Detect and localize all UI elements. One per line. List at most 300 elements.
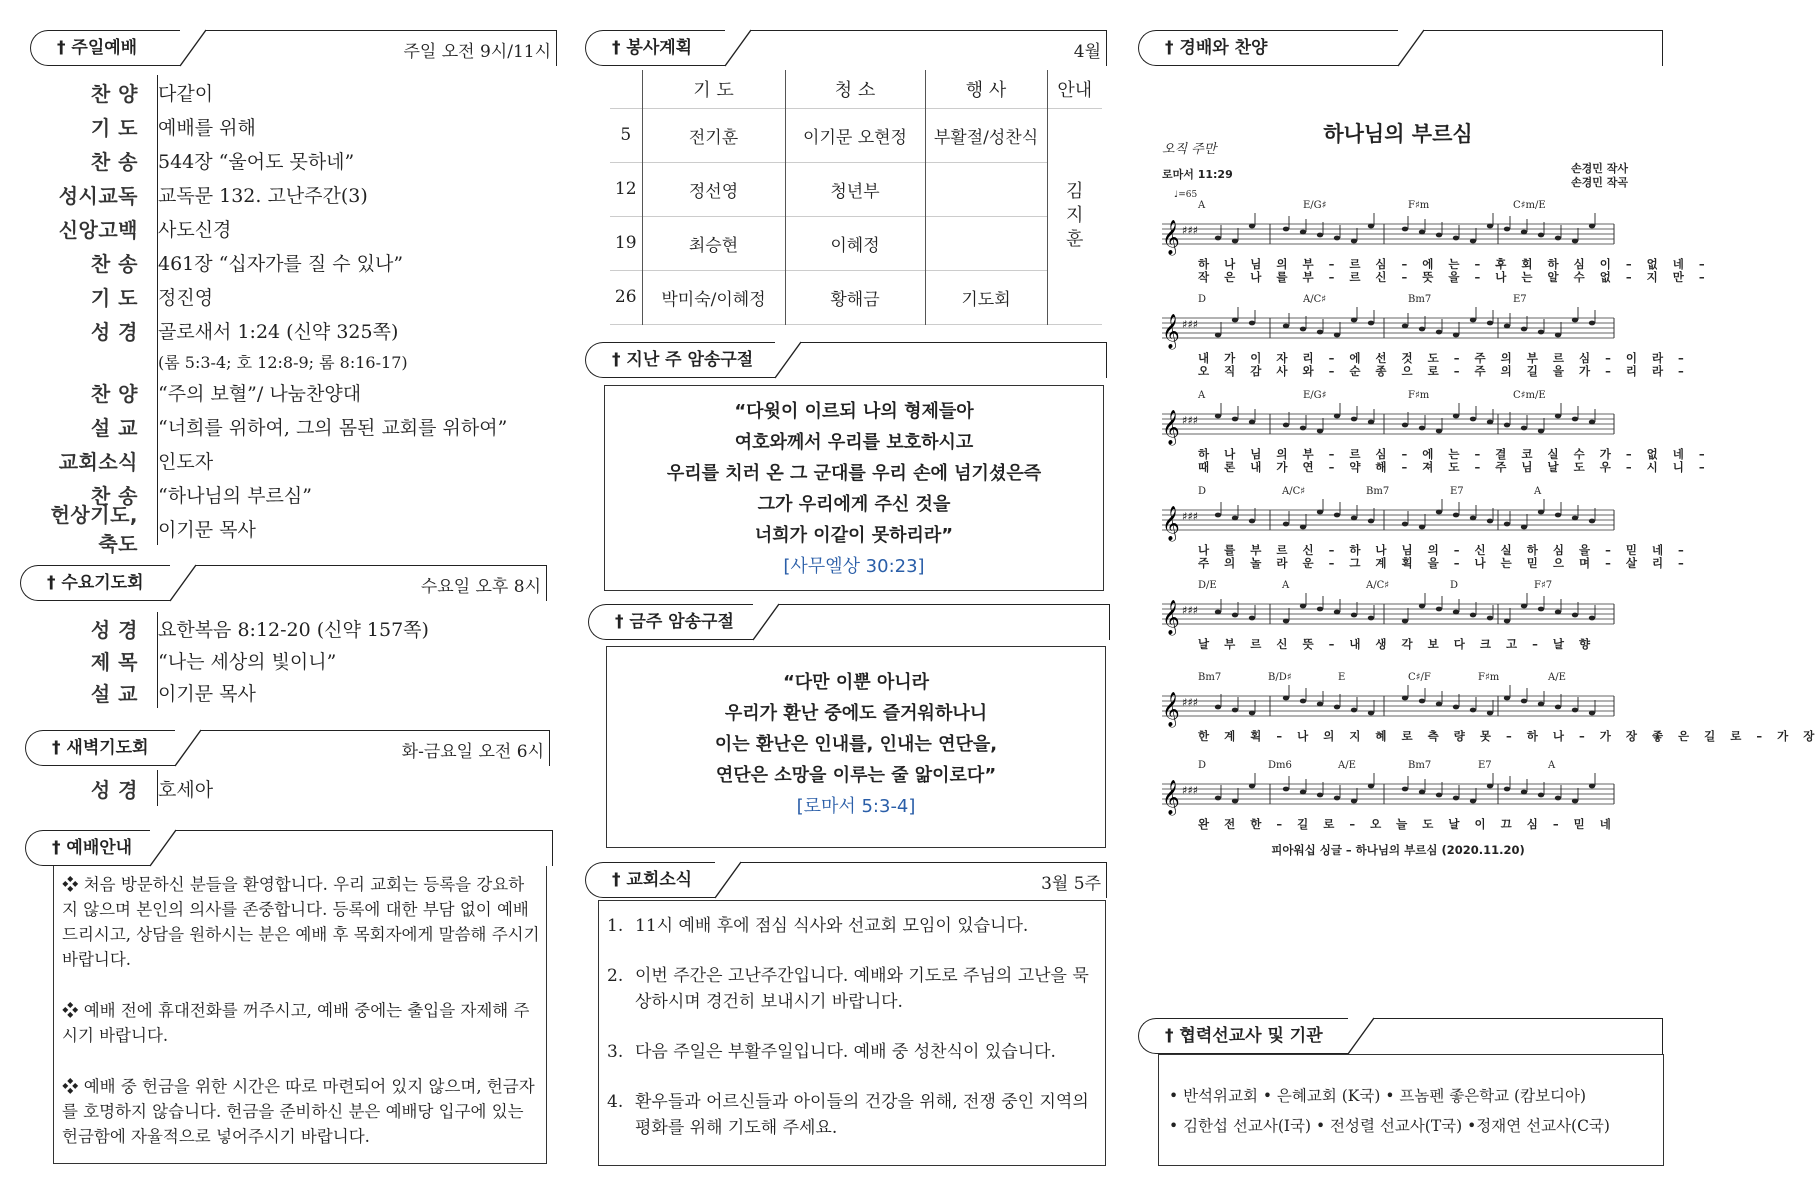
- order-value: 다같이: [158, 82, 214, 105]
- chord-symbol: F♯7: [1534, 580, 1553, 591]
- note-head: [1317, 330, 1323, 335]
- order-value: 정진영: [158, 286, 214, 309]
- note-head: [1487, 519, 1493, 524]
- this-verse-box: [606, 646, 1106, 848]
- chord-symbol: D: [1198, 760, 1207, 771]
- sunday-title: † 주일예배: [30, 30, 180, 66]
- note-head: [1589, 420, 1595, 425]
- note-head: [1317, 233, 1323, 238]
- service-prayer: 정선영: [642, 162, 785, 216]
- note-head: [1334, 414, 1340, 419]
- news-week: 3월 5주: [1041, 874, 1101, 894]
- chord-symbol: Bm7: [1366, 486, 1390, 497]
- note-head: [1249, 420, 1255, 425]
- service-event: 기도회: [925, 270, 1047, 324]
- note-head: [1521, 230, 1527, 235]
- chord-symbol: Bm7: [1408, 294, 1432, 305]
- song-title: 하나님의 부르심: [1323, 122, 1473, 146]
- service-guide-cell: [1047, 108, 1102, 324]
- worship-title: † 경배와 찬양: [1138, 30, 1398, 66]
- note-head: [1521, 525, 1527, 530]
- verse-reference: [사무엘상 30:23]: [783, 556, 925, 577]
- chord-symbol: E7: [1450, 486, 1464, 497]
- note-head: [1232, 417, 1238, 422]
- note-head: [1470, 239, 1476, 244]
- note-head: [1487, 224, 1493, 229]
- note-head: [1521, 327, 1527, 332]
- note-head: [1572, 417, 1578, 422]
- note-head: [1402, 423, 1408, 428]
- wednesday-time: 수요일 오후 8시: [420, 577, 541, 597]
- order-value: “하나님의 부르심”: [158, 484, 312, 507]
- note-head: [1300, 426, 1306, 431]
- note-head: [1283, 696, 1289, 701]
- news-item: [607, 1089, 1097, 1141]
- chord-symbol: C♯m/E: [1513, 200, 1546, 211]
- news-item: [607, 1039, 1097, 1065]
- note-head: [1249, 321, 1255, 326]
- chord-symbol: A: [1282, 580, 1290, 591]
- note-head: [1368, 711, 1374, 716]
- lyric-line: 주 의 놀 라 운 – 그 계 획 을 – 나 는 믿 으 며 – 살 리 –: [1198, 556, 1690, 570]
- order-value: 이기문 목사: [158, 682, 256, 705]
- lyric-line: 나 를 부 르 신 – 하 나 님 의 – 신 실 하 심 을 – 믿 네 –: [1198, 543, 1690, 557]
- note-head: [1436, 793, 1442, 798]
- note-head: [1572, 708, 1578, 713]
- note-head: [1402, 619, 1408, 624]
- verse-line: “다만 이뿐 아니라: [782, 672, 930, 693]
- service-col-header: 기 도: [642, 70, 785, 108]
- this-verse-title: † 금주 암송구절: [588, 604, 753, 640]
- note-head: [1402, 696, 1408, 701]
- treble-clef-icon: 𝄞: [1162, 314, 1180, 349]
- note-head: [1589, 519, 1595, 524]
- verse-line: 여호와께서 우리를 보호하시고: [734, 432, 974, 453]
- staff-row: [1158, 294, 1690, 380]
- wednesday-title: † 수요기도회: [20, 565, 170, 601]
- order-label: 찬 양: [90, 81, 138, 106]
- sunday-order: [30, 75, 550, 556]
- dawn-time: 화-금요일 오전 6시: [401, 742, 544, 762]
- last-verse-header: [585, 342, 1107, 378]
- guide-paragraph: ❖ 처음 방문하신 분들을 환영합니다. 우리 교회는 등록을 강요하지 않으며 본인의 의사를 존중합니다. 등록에 대한 부담 없이 예배드리시고, 상담을 원하시는 분은 예배 후 목회자에게 말씀해 주시기 바랍니다.: [62, 875, 540, 969]
- note-head: [1487, 321, 1493, 326]
- staff: [1158, 214, 1618, 254]
- note-head: [1419, 426, 1425, 431]
- staff-row: [1158, 760, 1618, 846]
- news-box: [598, 900, 1106, 1166]
- chord-symbol: Bm7: [1408, 760, 1432, 771]
- verse-line: 우리를 치러 온 그 군대를 우리 손에 넘기셨은즉: [666, 463, 1042, 484]
- note-head: [1232, 613, 1238, 618]
- handwritten-note: 오직 주만: [1162, 142, 1217, 157]
- note-head: [1334, 796, 1340, 801]
- key-signature: ♯♯♯: [1182, 696, 1198, 709]
- order-value: 골로새서 1:24 (신약 325쪽): [158, 320, 399, 343]
- staff-row: [1158, 580, 1618, 666]
- missions-header: [1138, 1018, 1663, 1054]
- note-head: [1402, 227, 1408, 232]
- note-head: [1317, 607, 1323, 612]
- chord-symbol: A/C♯: [1282, 486, 1306, 497]
- order-label: 교회소식: [58, 449, 138, 474]
- chord-symbol: A/E: [1548, 672, 1566, 683]
- news-num: 4.: [607, 1092, 624, 1112]
- note-head: [1351, 516, 1357, 521]
- chord-symbol: A: [1548, 760, 1556, 771]
- chord-symbol: E/G♯: [1303, 390, 1327, 401]
- note-head: [1538, 510, 1544, 515]
- order-label: 설 교: [90, 415, 138, 440]
- note-head: [1419, 790, 1425, 795]
- note-head: [1232, 239, 1238, 244]
- treble-clef-icon: 𝄞: [1162, 220, 1180, 255]
- verse-line: 그가 우리에게 주신 것을: [757, 494, 951, 515]
- note-head: [1572, 318, 1578, 323]
- missions-title: † 협력선교사 및 기관: [1138, 1018, 1348, 1054]
- note-head: [1215, 236, 1221, 241]
- verse-reference: [로마서 5:3-4]: [796, 796, 916, 817]
- note-head: [1249, 224, 1255, 229]
- note-head: [1232, 318, 1238, 323]
- order-label: 찬 양: [90, 381, 138, 406]
- chord-symbol: E7: [1513, 294, 1527, 305]
- note-head: [1504, 227, 1510, 232]
- note-head: [1215, 705, 1221, 710]
- missions-line: • 김한섭 선교사(I국) • 전성렬 선교사(T국) •정재연 선교사(C국): [1169, 1117, 1610, 1135]
- note-head: [1317, 702, 1323, 707]
- note-head: [1351, 799, 1357, 804]
- note-head: [1232, 516, 1238, 521]
- guide-name-char: 지: [1066, 205, 1084, 226]
- sunday-time: 주일 오전 9시/11시: [403, 42, 551, 62]
- note-head: [1215, 796, 1221, 801]
- news-item: [607, 963, 1097, 1015]
- note-head: [1572, 239, 1578, 244]
- order-label: 헌상기도, 축도: [50, 503, 138, 556]
- note-head: [1351, 613, 1357, 618]
- service-prayer: 전기훈: [642, 108, 785, 162]
- order-value: 호세아: [158, 778, 214, 801]
- order-value: 예배를 위해: [158, 116, 256, 139]
- note-head: [1334, 705, 1340, 710]
- note-head: [1419, 604, 1425, 609]
- wednesday-header: [20, 565, 547, 601]
- missions-box: [1158, 1054, 1664, 1166]
- service-day: 5: [610, 108, 642, 162]
- note-head: [1249, 711, 1255, 716]
- note-head: [1555, 610, 1561, 615]
- news-title: † 교회소식: [585, 862, 715, 898]
- tempo-mark: ♩=65: [1174, 190, 1198, 200]
- chord-symbol: F♯m: [1408, 390, 1430, 401]
- staff: [1158, 686, 1618, 726]
- verse-line: 너희가 이같이 못하리라”: [754, 525, 954, 546]
- note-head: [1538, 607, 1544, 612]
- news-num: 3.: [607, 1042, 624, 1062]
- note-head: [1470, 799, 1476, 804]
- note-head: [1538, 330, 1544, 335]
- key-signature: ♯♯♯: [1182, 510, 1198, 523]
- dawn-title: † 새벽기도회: [25, 730, 175, 766]
- news-text: 환우들과 어르신들과 아이들의 건강을 위해, 전쟁 중인 지역의 평화를 위해 기도해 주세요.: [635, 1092, 1089, 1138]
- note-head: [1589, 784, 1595, 789]
- lyric-line: 한 계 획 – 나 의 지 혜 로 측 량 못 – 하 나 – 가 장 좋 은 길 로 – 가 장: [1198, 729, 1820, 743]
- this-verse-header: [588, 604, 1110, 640]
- wednesday-order: [30, 612, 550, 708]
- note-head: [1504, 423, 1510, 428]
- staff: [1158, 774, 1618, 814]
- treble-clef-icon: 𝄞: [1162, 410, 1180, 445]
- guide-title: † 예배안내: [25, 830, 150, 866]
- note-head: [1215, 513, 1221, 518]
- key-signature: ♯♯♯: [1182, 604, 1198, 617]
- note-head: [1283, 619, 1289, 624]
- lyric-line: 오 직 감 사 와 – 순 종 으 로 – 주 의 길 을 가 – 리 라 –: [1198, 364, 1690, 378]
- guide-name-char: 김: [1066, 181, 1084, 202]
- chord-symbol: D: [1450, 580, 1459, 591]
- note-head: [1249, 784, 1255, 789]
- note-head: [1555, 513, 1561, 518]
- note-head: [1487, 616, 1493, 621]
- service-day: 12: [610, 162, 642, 216]
- note-head: [1215, 414, 1221, 419]
- note-head: [1436, 607, 1442, 612]
- note-head: [1419, 327, 1425, 332]
- note-head: [1589, 224, 1595, 229]
- staff-row: [1158, 486, 1690, 572]
- note-head: [1453, 513, 1459, 518]
- note-head: [1317, 429, 1323, 434]
- note-head: [1300, 699, 1306, 704]
- chord-symbol: A: [1198, 390, 1206, 401]
- note-head: [1351, 239, 1357, 244]
- lyric-line: 내 가 이 자 리 – 에 선 것 도 – 주 의 부 르 심 – 이 라 –: [1198, 351, 1690, 365]
- note-head: [1232, 708, 1238, 713]
- note-head: [1419, 525, 1425, 530]
- key-signature: ♯♯♯: [1182, 784, 1198, 797]
- note-head: [1215, 333, 1221, 338]
- lyric-line: 때 론 내 가 연 – 약 해 – 져 도 – 주 님 날 도 우 – 시 니 –: [1198, 460, 1711, 474]
- news-num: 1.: [607, 916, 624, 936]
- order-label: 찬 송: [90, 251, 138, 276]
- news-text: 이번 주간은 고난주간입니다. 예배와 기도로 주님의 고난을 묵상하시며 경건히 보내시기 바랍니다.: [635, 966, 1089, 1012]
- note-head: [1300, 327, 1306, 332]
- order-value: “너희를 위하여, 그의 몸된 교회를 위하여”: [158, 416, 508, 439]
- note-head: [1453, 705, 1459, 710]
- note-head: [1334, 513, 1340, 518]
- composer: 손경민 작곡: [1571, 176, 1628, 189]
- key-signature: ♯♯♯: [1182, 318, 1198, 331]
- news-header: [585, 862, 1107, 898]
- note-head: [1283, 522, 1289, 527]
- note-head: [1436, 702, 1442, 707]
- service-month: 4월: [1073, 42, 1101, 62]
- note-head: [1419, 699, 1425, 704]
- chord-symbol: A: [1534, 486, 1542, 497]
- note-head: [1470, 516, 1476, 521]
- key-signature: ♯♯♯: [1182, 224, 1198, 237]
- note-head: [1538, 793, 1544, 798]
- note-head: [1283, 787, 1289, 792]
- order-label: 신앙고백: [58, 217, 138, 242]
- service-col-header: 행 사: [925, 70, 1047, 108]
- note-head: [1368, 519, 1374, 524]
- chord-symbol: F♯m: [1478, 672, 1500, 683]
- note-head: [1504, 696, 1510, 701]
- service-prayer: 최승현: [642, 216, 785, 270]
- chord-symbol: E: [1338, 672, 1346, 683]
- note-head: [1521, 604, 1527, 609]
- order-label: 찬 송: [90, 483, 138, 508]
- service-title: † 봉사계획: [585, 30, 725, 66]
- note-head: [1470, 318, 1476, 323]
- note-head: [1402, 787, 1408, 792]
- staff-row: [1158, 672, 1820, 758]
- key-signature: ♯♯♯: [1182, 414, 1198, 427]
- verse-line: 우리가 환난 중에도 즐거워하나니: [724, 703, 988, 724]
- note-head: [1334, 610, 1340, 615]
- note-head: [1504, 787, 1510, 792]
- note-head: [1300, 525, 1306, 530]
- note-head: [1436, 233, 1442, 238]
- order-label: 기 도: [90, 285, 138, 310]
- news-item: [607, 913, 1097, 939]
- note-head: [1300, 604, 1306, 609]
- order-value: 요한복음 8:12-20 (신약 157쪽): [158, 618, 429, 641]
- lyric-line: 하 나 님 의 부 – 르 심 – 에 는 – 후 회 하 심 이 – 없 네 –: [1198, 257, 1711, 271]
- note-head: [1589, 616, 1595, 621]
- note-head: [1436, 510, 1442, 515]
- note-head: [1368, 616, 1374, 621]
- order-value: 인도자: [158, 450, 214, 473]
- score-caption: 피아워십 싱글 – 하나님의 부르심 (2020.11.20): [1271, 843, 1525, 857]
- order-label: 설 교: [90, 681, 138, 706]
- note-head: [1453, 236, 1459, 241]
- staff: [1158, 308, 1618, 348]
- guide-box: [53, 866, 547, 1164]
- guide-header: [25, 830, 553, 866]
- note-head: [1402, 522, 1408, 527]
- note-head: [1504, 522, 1510, 527]
- note-head: [1368, 784, 1374, 789]
- note-head: [1470, 613, 1476, 618]
- note-head: [1283, 423, 1289, 428]
- service-day: 26: [610, 270, 642, 324]
- note-head: [1538, 429, 1544, 434]
- note-head: [1368, 224, 1374, 229]
- verse-line: 연단은 소망을 이루는 줄 앎이로다”: [715, 765, 997, 786]
- order-label: 제 목: [90, 649, 138, 674]
- treble-clef-icon: 𝄞: [1162, 692, 1180, 727]
- dawn-header: [25, 730, 550, 766]
- note-head: [1487, 711, 1493, 716]
- note-head: [1521, 699, 1527, 704]
- chord-symbol: D: [1198, 294, 1207, 305]
- service-table: [610, 70, 1102, 325]
- service-clean: 청년부: [785, 162, 925, 216]
- service-day: 19: [610, 216, 642, 270]
- note-head: [1334, 333, 1340, 338]
- note-head: [1300, 230, 1306, 235]
- dawn-order: [30, 770, 550, 806]
- note-head: [1453, 796, 1459, 801]
- service-col-header: 청 소: [785, 70, 925, 108]
- service-col-header: [610, 70, 642, 108]
- guide-paragraph: ❖ 예배 전에 휴대전화를 꺼주시고, 예배 중에는 출입을 자제해 주시기 바랍니다.: [62, 1001, 530, 1045]
- note-head: [1249, 519, 1255, 524]
- service-event: [925, 162, 1047, 216]
- chord-symbol: C♯m/E: [1513, 390, 1546, 401]
- chord-symbol: A/C♯: [1366, 580, 1390, 591]
- chord-symbol: B/D♯: [1268, 672, 1292, 683]
- order-value: 544장 “울어도 못하네”: [158, 150, 355, 173]
- note-head: [1300, 790, 1306, 795]
- treble-clef-icon: 𝄞: [1162, 600, 1180, 635]
- service-event: 부활절/성찬식: [925, 108, 1047, 162]
- note-head: [1538, 233, 1544, 238]
- note-head: [1317, 510, 1323, 515]
- service-clean: 이혜정: [785, 216, 925, 270]
- verse-line: “다윗이 이르되 나의 형제들아: [734, 401, 974, 422]
- guide-name-char: 훈: [1066, 229, 1084, 250]
- lyric-line: 완 전 한 – 길 로 – 오 늘 도 날 이 끄 심 – 믿 네: [1198, 817, 1617, 831]
- last-verse-box: [604, 385, 1104, 591]
- note-head: [1351, 417, 1357, 422]
- worship-header: [1138, 30, 1663, 66]
- staff: [1158, 500, 1618, 540]
- note-head: [1555, 236, 1561, 241]
- order-label: 성 경: [90, 777, 138, 802]
- order-label: 성 경: [90, 617, 138, 642]
- last-verse-title: † 지난 주 암송구절: [585, 342, 775, 378]
- guide-paragraph: ❖ 예배 중 헌금을 위한 시간은 따로 마련되어 있지 않으며, 헌금자를 호명하지 않습니다. 헌금을 준비하신 분은 예배당 입구에 있는 헌금함에 자율적으로 넣어주시기 바랍니다.: [62, 1077, 535, 1146]
- order-value: (롬 5:3-4; 호 12:8-9; 롬 8:16-17): [158, 352, 408, 372]
- order-value: 사도신경: [158, 218, 232, 241]
- order-value: 461장 “십자가를 질 수 있나”: [158, 252, 404, 275]
- service-event: [925, 216, 1047, 270]
- note-head: [1538, 702, 1544, 707]
- note-head: [1453, 333, 1459, 338]
- staff-row: [1158, 200, 1711, 286]
- note-head: [1453, 414, 1459, 419]
- chord-symbol: E/G♯: [1303, 200, 1327, 211]
- note-head: [1351, 318, 1357, 323]
- staff-row: [1158, 390, 1711, 476]
- chord-symbol: A/C♯: [1303, 294, 1327, 305]
- chord-symbol: Dm6: [1268, 760, 1292, 771]
- chord-symbol: E7: [1478, 760, 1492, 771]
- sunday-header: [30, 30, 557, 66]
- note-head: [1589, 321, 1595, 326]
- note-head: [1368, 420, 1374, 425]
- note-head: [1215, 610, 1221, 615]
- order-label: 찬 송: [90, 149, 138, 174]
- note-head: [1521, 790, 1527, 795]
- note-head: [1436, 330, 1442, 335]
- scripture-ref: 로마서 11:29: [1162, 168, 1233, 181]
- service-col-header: 안내: [1057, 79, 1093, 101]
- note-head: [1572, 516, 1578, 521]
- order-label: 성 경: [90, 319, 138, 344]
- note-head: [1419, 230, 1425, 235]
- news-text: 다음 주일은 부활주일입니다. 예배 중 성찬식이 있습니다.: [635, 1042, 1056, 1062]
- chord-symbol: A: [1198, 200, 1206, 211]
- lyricist: 손경민 작사: [1571, 162, 1628, 175]
- lyric-line: 하 나 님 의 부 – 르 심 – 에 는 – 결 코 실 수 가 – 없 네 –: [1198, 447, 1711, 461]
- news-text: 11시 예배 후에 점심 식사와 선교회 모임이 있습니다.: [635, 916, 1029, 936]
- chord-symbol: A/E: [1338, 760, 1356, 771]
